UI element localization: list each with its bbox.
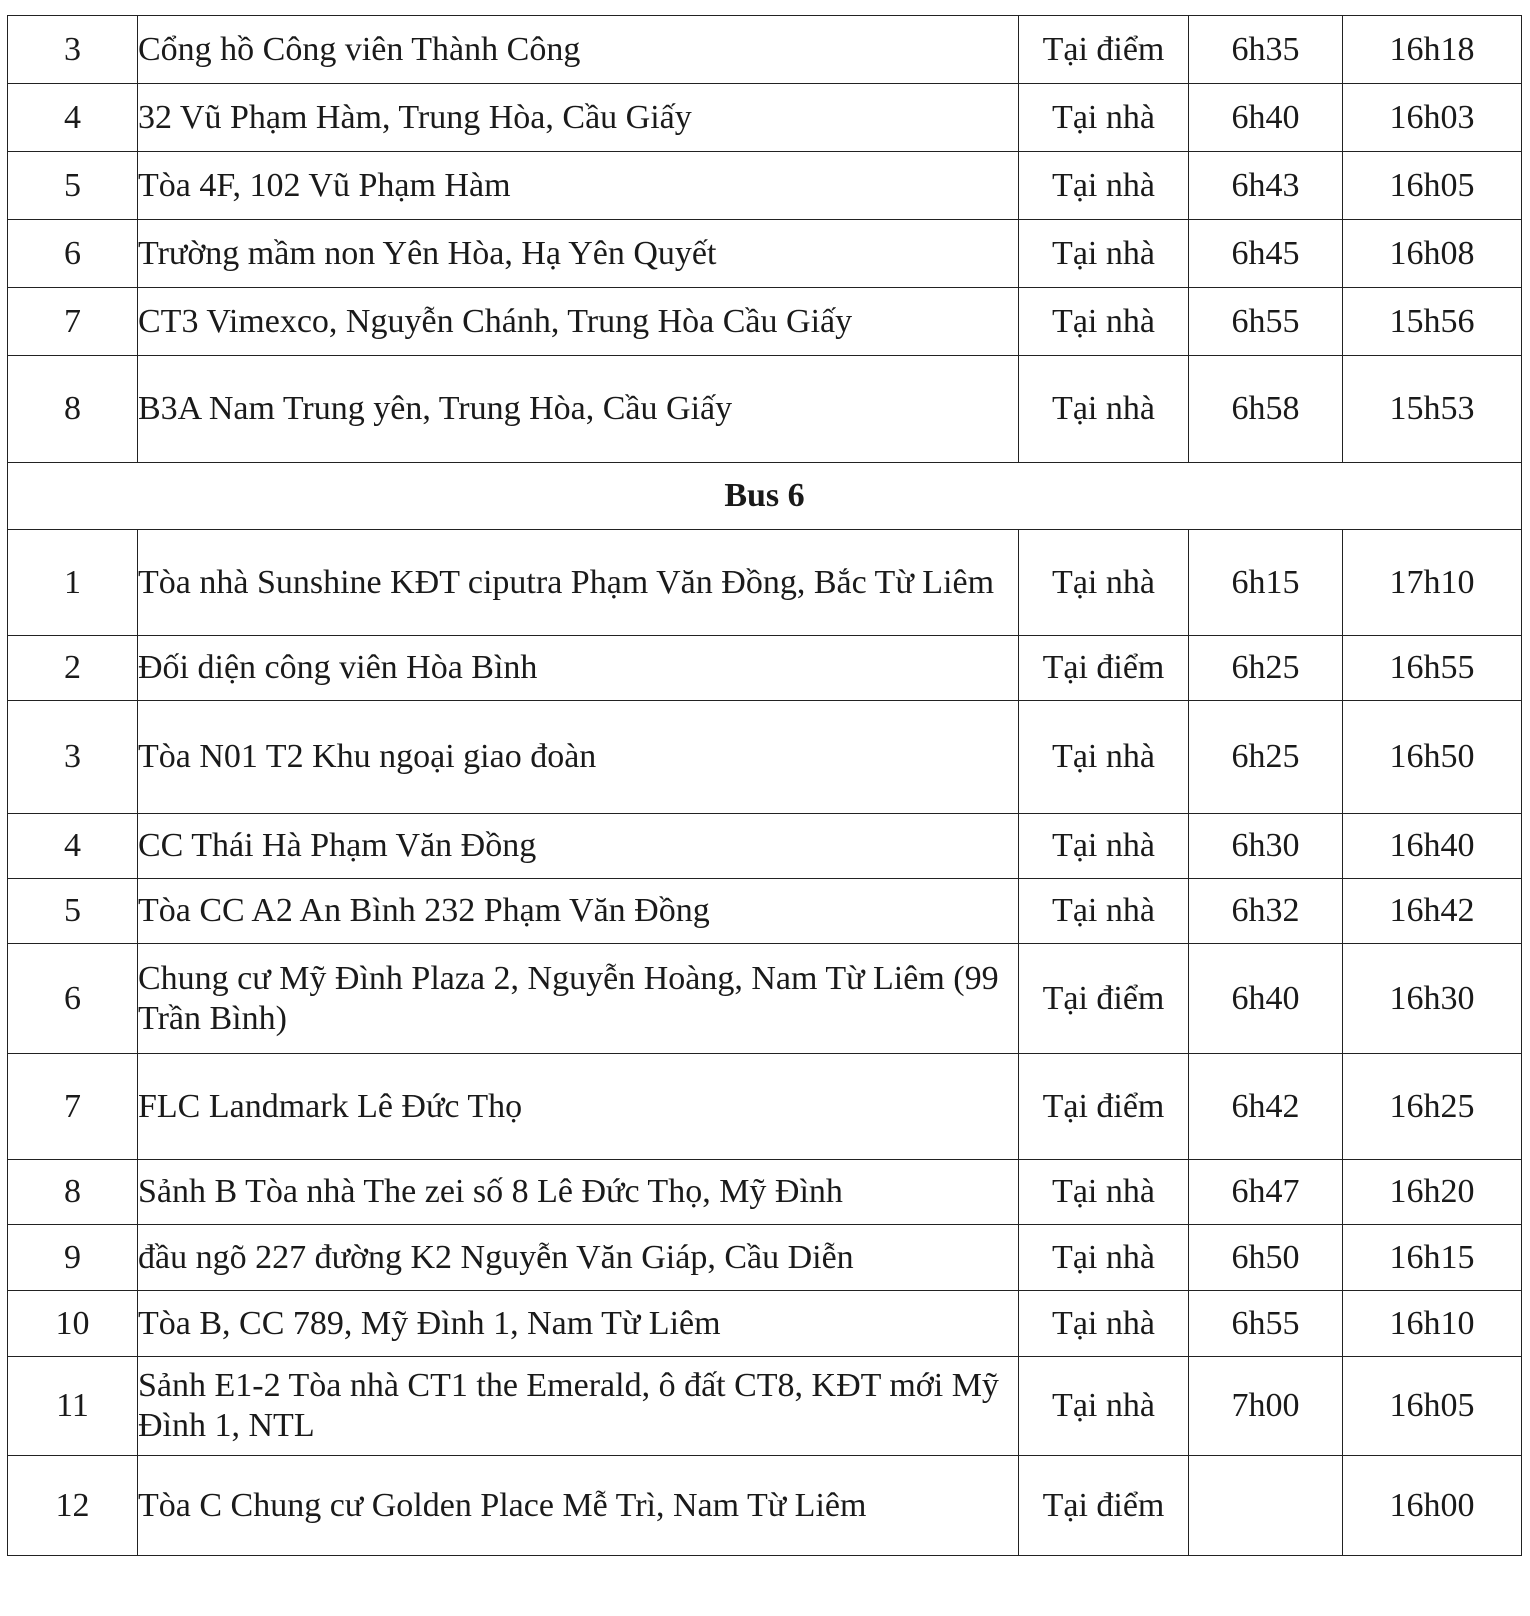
table-row bbox=[8, 944, 1522, 1054]
stop-address: Tòa nhà Sunshine KĐT ciputra Phạm Văn Đồng, Bắc Từ Liêm bbox=[138, 530, 1019, 636]
stop-number: 7 bbox=[8, 1054, 138, 1160]
morning-time: 6h55 bbox=[1189, 1291, 1343, 1357]
stop-address: Đối diện công viên Hòa Bình bbox=[138, 636, 1019, 701]
morning-time: 6h40 bbox=[1189, 944, 1343, 1054]
morning-time: 6h32 bbox=[1189, 879, 1343, 944]
table-row bbox=[8, 1225, 1522, 1291]
afternoon-time: 16h05 bbox=[1343, 1357, 1522, 1456]
pickup-type: Tại nhà bbox=[1019, 814, 1189, 879]
morning-time: 6h15 bbox=[1189, 530, 1343, 636]
stop-address: Tòa 4F, 102 Vũ Phạm Hàm bbox=[138, 152, 1019, 220]
pickup-type: Tại điểm bbox=[1019, 1456, 1189, 1556]
stop-number: 3 bbox=[8, 701, 138, 814]
afternoon-time: 17h10 bbox=[1343, 530, 1522, 636]
pickup-type: Tại nhà bbox=[1019, 1291, 1189, 1357]
pickup-type: Tại nhà bbox=[1019, 879, 1189, 944]
pickup-type: Tại nhà bbox=[1019, 1225, 1189, 1291]
stop-number: 12 bbox=[8, 1456, 138, 1556]
stop-address: Sảnh E1-2 Tòa nhà CT1 the Emerald, ô đất CT8, KĐT mới Mỹ Đình 1, NTL bbox=[138, 1357, 1019, 1456]
morning-time: 6h50 bbox=[1189, 1225, 1343, 1291]
pickup-type: Tại điểm bbox=[1019, 16, 1189, 84]
stop-number: 8 bbox=[8, 356, 138, 463]
afternoon-time: 16h15 bbox=[1343, 1225, 1522, 1291]
stop-number: 6 bbox=[8, 220, 138, 288]
morning-time: 6h25 bbox=[1189, 701, 1343, 814]
morning-time: 6h42 bbox=[1189, 1054, 1343, 1160]
morning-time: 6h45 bbox=[1189, 220, 1343, 288]
pickup-type: Tại nhà bbox=[1019, 152, 1189, 220]
pickup-type: Tại nhà bbox=[1019, 1160, 1189, 1225]
morning-time: 6h25 bbox=[1189, 636, 1343, 701]
afternoon-time: 16h55 bbox=[1343, 636, 1522, 701]
stop-number: 1 bbox=[8, 530, 138, 636]
stop-number: 9 bbox=[8, 1225, 138, 1291]
pickup-type: Tại nhà bbox=[1019, 530, 1189, 636]
pickup-type: Tại nhà bbox=[1019, 288, 1189, 356]
afternoon-time: 16h40 bbox=[1343, 814, 1522, 879]
stop-number: 7 bbox=[8, 288, 138, 356]
stop-address: đầu ngõ 227 đường K2 Nguyễn Văn Giáp, Cầu Diễn bbox=[138, 1225, 1019, 1291]
table-row bbox=[8, 1054, 1522, 1160]
table-row bbox=[8, 1160, 1522, 1225]
table-row bbox=[8, 1357, 1522, 1456]
table-row bbox=[8, 701, 1522, 814]
afternoon-time: 16h10 bbox=[1343, 1291, 1522, 1357]
table-row bbox=[8, 814, 1522, 879]
afternoon-time: 16h08 bbox=[1343, 220, 1522, 288]
pickup-type: Tại nhà bbox=[1019, 84, 1189, 152]
pickup-type: Tại nhà bbox=[1019, 701, 1189, 814]
table-row bbox=[8, 288, 1522, 356]
table-row bbox=[8, 356, 1522, 463]
stop-number: 5 bbox=[8, 152, 138, 220]
pickup-type: Tại điểm bbox=[1019, 944, 1189, 1054]
section-header-row bbox=[8, 463, 1522, 530]
stop-number: 4 bbox=[8, 84, 138, 152]
stop-number: 10 bbox=[8, 1291, 138, 1357]
morning-time: 6h40 bbox=[1189, 84, 1343, 152]
afternoon-time: 16h30 bbox=[1343, 944, 1522, 1054]
afternoon-time: 16h03 bbox=[1343, 84, 1522, 152]
stop-number: 11 bbox=[8, 1357, 138, 1456]
table-row bbox=[8, 84, 1522, 152]
afternoon-time: 15h53 bbox=[1343, 356, 1522, 463]
afternoon-time: 16h00 bbox=[1343, 1456, 1522, 1556]
afternoon-time: 16h42 bbox=[1343, 879, 1522, 944]
stop-address: Tòa N01 T2 Khu ngoại giao đoàn bbox=[138, 701, 1019, 814]
bus-schedule-table bbox=[7, 15, 1522, 1556]
table-row bbox=[8, 1456, 1522, 1556]
stop-address: Tòa B, CC 789, Mỹ Đình 1, Nam Từ Liêm bbox=[138, 1291, 1019, 1357]
morning-time: 6h55 bbox=[1189, 288, 1343, 356]
stop-address: Chung cư Mỹ Đình Plaza 2, Nguyễn Hoàng, Nam Từ Liêm (99 Trần Bình) bbox=[138, 944, 1019, 1054]
stop-address: Sảnh B Tòa nhà The zei số 8 Lê Đức Thọ, Mỹ Đình bbox=[138, 1160, 1019, 1225]
table-row bbox=[8, 879, 1522, 944]
pickup-type: Tại nhà bbox=[1019, 356, 1189, 463]
morning-time: 7h00 bbox=[1189, 1357, 1343, 1456]
stop-address: B3A Nam Trung yên, Trung Hòa, Cầu Giấy bbox=[138, 356, 1019, 463]
afternoon-time: 16h18 bbox=[1343, 16, 1522, 84]
afternoon-time: 16h20 bbox=[1343, 1160, 1522, 1225]
morning-time: 6h30 bbox=[1189, 814, 1343, 879]
table-row bbox=[8, 220, 1522, 288]
stop-number: 8 bbox=[8, 1160, 138, 1225]
section-title: Bus 6 bbox=[8, 463, 1522, 530]
afternoon-time: 16h05 bbox=[1343, 152, 1522, 220]
stop-address: FLC Landmark Lê Đức Thọ bbox=[138, 1054, 1019, 1160]
stop-address: CT3 Vimexco, Nguyễn Chánh, Trung Hòa Cầu Giấy bbox=[138, 288, 1019, 356]
table-row bbox=[8, 636, 1522, 701]
stop-number: 5 bbox=[8, 879, 138, 944]
afternoon-time: 16h50 bbox=[1343, 701, 1522, 814]
morning-time: 6h58 bbox=[1189, 356, 1343, 463]
afternoon-time: 16h25 bbox=[1343, 1054, 1522, 1160]
morning-time: 6h35 bbox=[1189, 16, 1343, 84]
stop-address: Trường mầm non Yên Hòa, Hạ Yên Quyết bbox=[138, 220, 1019, 288]
stop-number: 2 bbox=[8, 636, 138, 701]
pickup-type: Tại điểm bbox=[1019, 1054, 1189, 1160]
table-row bbox=[8, 1291, 1522, 1357]
pickup-type: Tại nhà bbox=[1019, 1357, 1189, 1456]
stop-address: Tòa CC A2 An Bình 232 Phạm Văn Đồng bbox=[138, 879, 1019, 944]
stop-address: 32 Vũ Phạm Hàm, Trung Hòa, Cầu Giấy bbox=[138, 84, 1019, 152]
stop-number: 4 bbox=[8, 814, 138, 879]
stop-number: 3 bbox=[8, 16, 138, 84]
table-row bbox=[8, 152, 1522, 220]
stop-address: Tòa C Chung cư Golden Place Mễ Trì, Nam Từ Liêm bbox=[138, 1456, 1019, 1556]
morning-time bbox=[1189, 1456, 1343, 1556]
pickup-type: Tại nhà bbox=[1019, 220, 1189, 288]
afternoon-time: 15h56 bbox=[1343, 288, 1522, 356]
table-row bbox=[8, 16, 1522, 84]
stop-address: CC Thái Hà Phạm Văn Đồng bbox=[138, 814, 1019, 879]
morning-time: 6h43 bbox=[1189, 152, 1343, 220]
pickup-type: Tại điểm bbox=[1019, 636, 1189, 701]
table-row bbox=[8, 530, 1522, 636]
morning-time: 6h47 bbox=[1189, 1160, 1343, 1225]
stop-number: 6 bbox=[8, 944, 138, 1054]
stop-address: Cổng hồ Công viên Thành Công bbox=[138, 16, 1019, 84]
